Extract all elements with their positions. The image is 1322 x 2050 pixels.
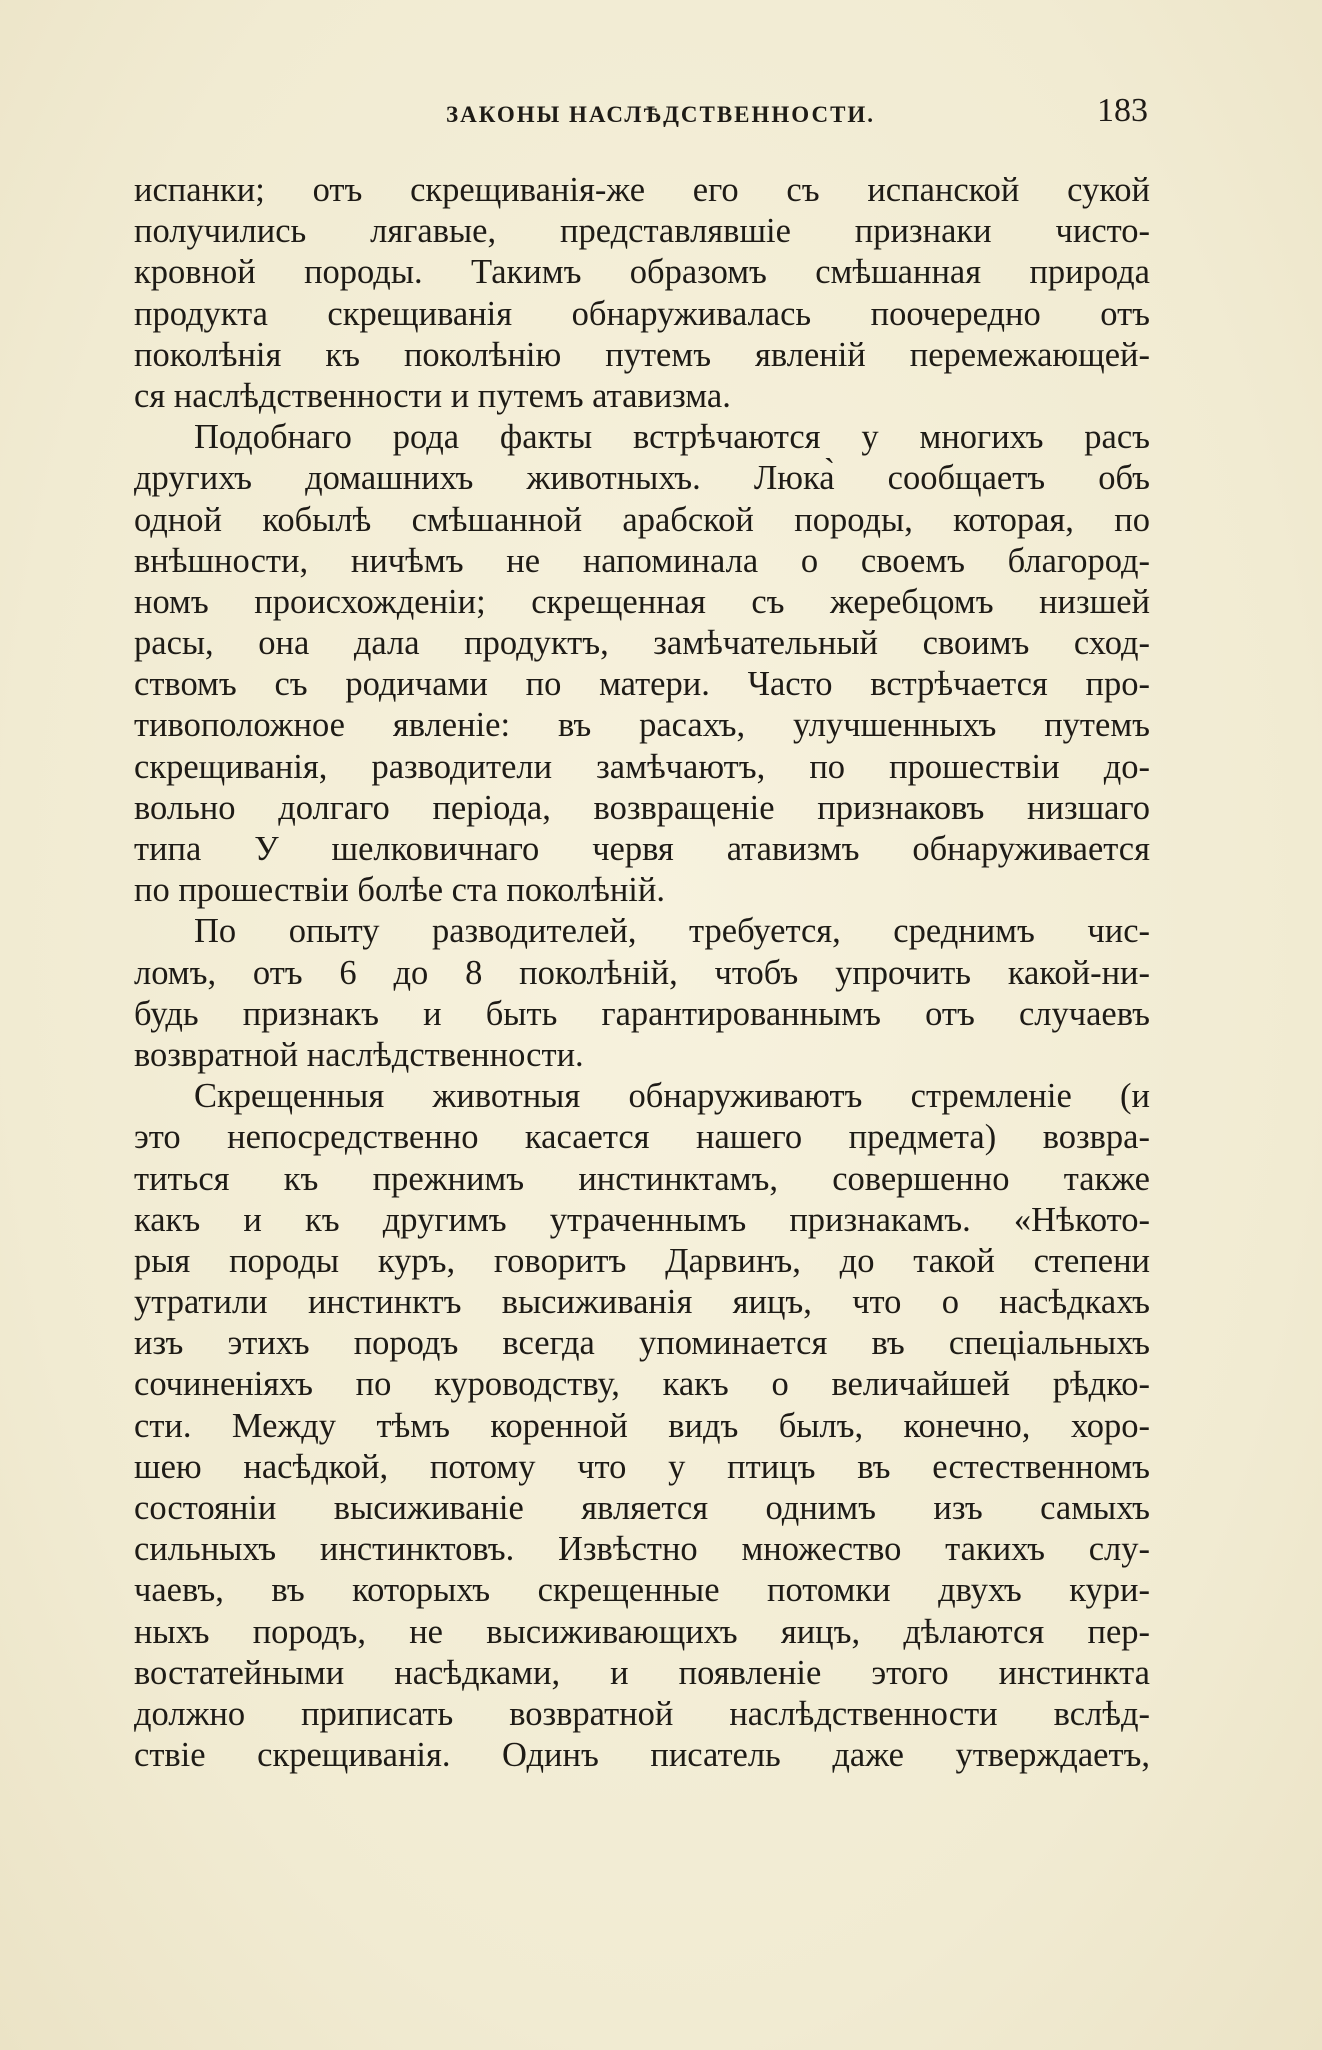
text-line: сти. Между тѣмъ коренной видъ былъ, конечно, хоро- xyxy=(134,1406,1150,1445)
text-line: сочиненіяхъ по куроводству, какъ о величайшей рѣдко- xyxy=(134,1365,1150,1404)
text-line: номъ происхожденіи; скрещенная съ жеребцомъ низшей xyxy=(134,582,1150,621)
page-header xyxy=(130,92,1148,140)
text-line: рыя породы куръ, говоритъ Дарвинъ, до такой степени xyxy=(134,1241,1150,1280)
text-line: будь признакъ и быть гарантированнымъ отъ случаевъ xyxy=(134,994,1150,1033)
text-line: Подобнаго рода факты встрѣчаются у многихъ расъ xyxy=(194,418,1150,457)
text-line: другихъ домашнихъ животныхъ. Люка̀ сообщаетъ объ xyxy=(134,459,1150,498)
text-line: изъ этихъ породъ всегда упоминается въ спеціальныхъ xyxy=(134,1324,1150,1363)
text-line: востатейными насѣдками, и появленіе этого инстинкта xyxy=(134,1653,1150,1692)
text-line: шею насѣдкой, потому что у птицъ въ естественномъ xyxy=(134,1447,1150,1486)
text-line: это непосредственно касается нашего предмета) возвра- xyxy=(134,1118,1150,1157)
text-line: внѣшности, ничѣмъ не напоминала о своемъ благород- xyxy=(134,541,1150,580)
text-line: сильныхъ инстинктовъ. Извѣстно множество такихъ слу- xyxy=(134,1530,1150,1569)
body-text xyxy=(134,170,1150,1776)
text-line: ныхъ породъ, не высиживающихъ яицъ, дѣлаются пер- xyxy=(134,1612,1150,1651)
text-line: вольно долгаго періода, возвращеніе признаковъ низшаго xyxy=(134,788,1150,827)
running-title: ЗАКОНЫ НАСЛѢДСТВЕННОСТИ. xyxy=(446,102,876,127)
text-line: по прошествіи болѣе ста поколѣній. xyxy=(134,871,665,910)
text-line: скрещиванія, разводители замѣчаютъ, по прошествіи до- xyxy=(134,747,1150,786)
text-line: чаевъ, въ которыхъ скрещенные потомки двухъ кури- xyxy=(134,1571,1150,1610)
text-line: ся наслѣдственности и путемъ атавизма. xyxy=(134,376,731,415)
text-line: типа У шелковичнаго червя атавизмъ обнаруживается xyxy=(134,830,1150,868)
text-line: ломъ, отъ 6 до 8 поколѣній, чтобъ упрочить какой-ни- xyxy=(134,953,1150,992)
text-line: состояніи высиживаніе является однимъ изъ самыхъ xyxy=(134,1489,1150,1527)
text-line: кровной породы. Такимъ образомъ смѣшанная природа xyxy=(134,253,1150,292)
text-line: расы, она дала продуктъ, замѣчательный своимъ сход- xyxy=(134,624,1150,663)
text-line: поколѣнія къ поколѣнію путемъ явленій перемежающей- xyxy=(134,335,1150,374)
text-line: Скрещенныя животныя обнаруживаютъ стремленіе (и xyxy=(194,1077,1150,1116)
text-line: тивоположное явленіе: въ расахъ, улучшенныхъ путемъ xyxy=(134,706,1150,745)
text-line: должно приписать возвратной наслѣдственности вслѣд- xyxy=(134,1694,1150,1733)
text-line: продукта скрещиванія обнаруживалась поочередно отъ xyxy=(134,294,1150,333)
text-line: одной кобылѣ смѣшанной арабской породы, которая, по xyxy=(134,500,1150,539)
text-line: утратили инстинктъ высиживанія яицъ, что о насѣдкахъ xyxy=(134,1283,1150,1322)
text-line: ствомъ съ родичами по матери. Часто встрѣчается про- xyxy=(134,665,1150,704)
text-line: получились лягавые, представлявшіе признаки чисто- xyxy=(134,212,1150,251)
page-number: 183 xyxy=(1097,92,1148,129)
text-line: титься къ прежнимъ инстинктамъ, совершенно также xyxy=(134,1159,1150,1198)
text-line: испанки; отъ скрещиванія-же его съ испанской сукой xyxy=(134,171,1150,209)
text-line: какъ и къ другимъ утраченнымъ признакамъ. «Нѣкото- xyxy=(134,1200,1150,1239)
text-line: возвратной наслѣдственности. xyxy=(134,1035,584,1074)
text-line: По опыту разводителей, требуется, среднимъ чис- xyxy=(194,912,1150,951)
text-line: ствіе скрещиванія. Одинъ писатель даже утверждаетъ, xyxy=(134,1736,1150,1775)
